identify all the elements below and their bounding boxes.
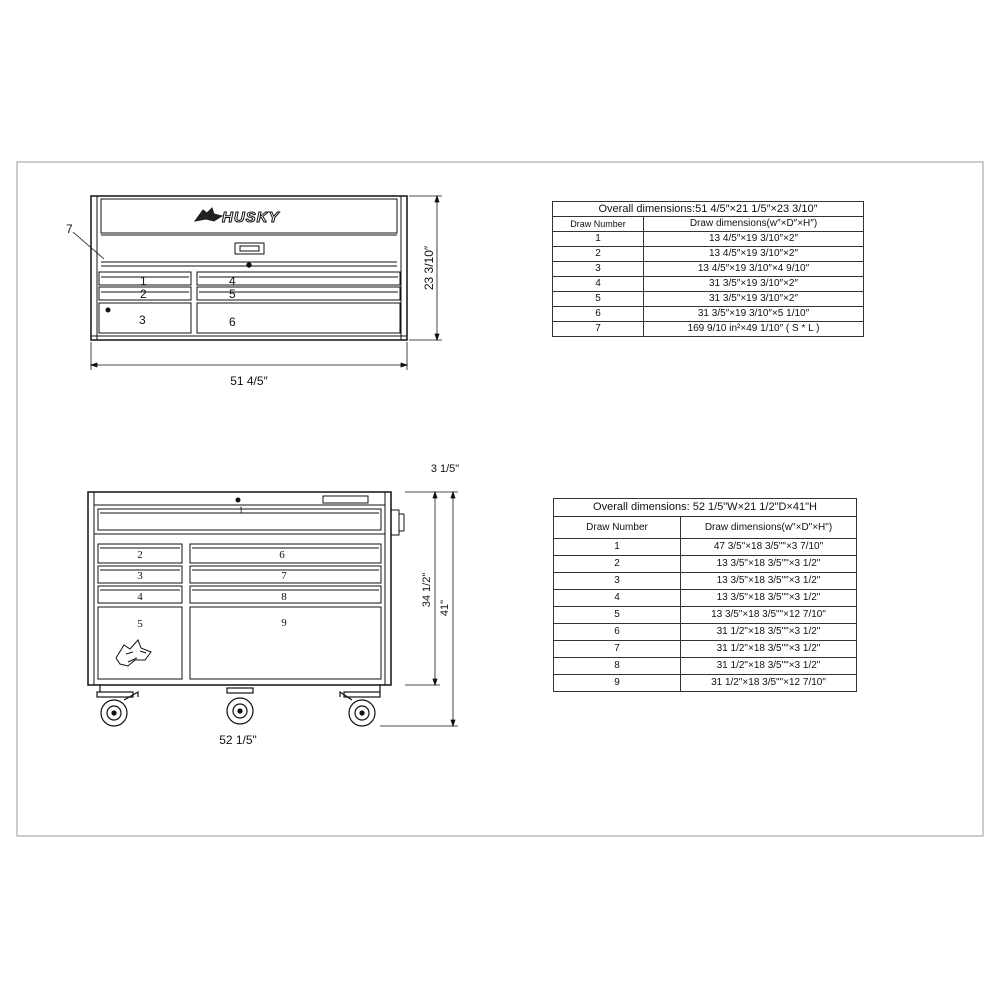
drawer-number-cell: 1 [553,232,644,247]
table-row [553,307,864,322]
drawer-dimension-cell: 31 1/2"×18 3/5""×3 1/2" [681,624,857,641]
drawer-number-cell: 6 [553,307,644,322]
top-drawer-3-lock-icon [106,308,110,312]
table-row [553,292,864,307]
drawer-dimension-cell: 13 4/5″×19 3/10″×2″ [644,247,864,262]
top-callout-1: 1 [140,274,147,288]
top-callout-7: 7 [66,222,73,236]
drawer-number-cell: 1 [554,539,681,556]
wolf-emblem-icon [116,640,151,666]
drawer-number-cell: 7 [553,322,644,337]
bottom-drawer-6 [190,544,381,563]
drawer-number-cell: 8 [554,658,681,675]
drawer-dimension-cell: 13 3/5"×18 3/5""×12 7/10" [681,607,857,624]
table-row [553,277,864,292]
bottom-table-header-dimensions: Draw dimensions(w"×D"×H") [681,517,857,539]
bottom-callout-8: 8 [281,591,287,603]
top-table-header-dimensions: Draw dimensions(w″×D″×H″) [644,217,864,232]
top-chest-dimensions-table [552,201,864,337]
table-row [553,232,864,247]
bottom-callout-4: 4 [137,591,143,603]
bottom-callout-1: 1 [238,505,244,515]
drawer-number-cell: 2 [554,556,681,573]
bottom-width-label: 52 1/5" [219,733,257,747]
bottom-cabinet-drawing [88,492,404,685]
drawer-dimension-cell: 47 3/5"×18 3/5""×3 7/10" [681,539,857,556]
top-callout-4: 4 [229,274,236,288]
table-row [553,322,864,337]
drawer-number-cell: 3 [554,573,681,590]
husky-logo [195,208,281,226]
top-table-title: Overall dimensions:51 4/5″×21 1/5″×23 3/10″ [553,202,864,217]
bottom-callout-7: 7 [281,570,287,582]
bottom-badge [323,496,368,503]
drawer-number-cell: 6 [554,624,681,641]
table-row [554,539,857,556]
drawer-dimension-cell: 31 1/2"×18 3/5""×12 7/10" [681,675,857,692]
top-chest-latch [235,243,264,254]
body-height-label: 34 1/2" [421,572,433,608]
top-width-label: 51 4/5″ [230,374,268,388]
bottom-table-header-number: Draw Number [554,517,681,539]
table-row [553,262,864,277]
table-row [554,556,857,573]
bottom-cabinet-dimensions-table [553,498,857,692]
table-row [554,641,857,658]
total-height-label: 41" [439,599,451,617]
table-row [554,675,857,692]
top-drawer-6 [197,303,400,333]
bottom-callout-5: 5 [137,618,143,630]
drawer-dimension-cell: 31 3/5″×19 3/10″×2″ [644,277,864,292]
drawer-number-cell: 5 [553,292,644,307]
bottom-callout-9: 9 [281,617,287,629]
drawer-dimension-cell: 13 3/5"×18 3/5""×3 1/2" [681,590,857,607]
top-table-header-number: Draw Number [553,217,644,232]
drawer-dimension-cell: 169 9/10 in²×49 1/10″ ( S * L ) [644,322,864,337]
handle-depth-label: 3 1/5" [430,463,460,475]
drawer-number-cell: 9 [554,675,681,692]
bottom-callout-3: 3 [137,570,143,582]
husky-brand-text: HUSKY [222,209,280,226]
top-callout-5: 5 [229,287,236,301]
callout-7-leader [73,232,104,259]
drawer-number-cell: 2 [553,247,644,262]
drawer-dimension-cell: 31 3/5″×19 3/10″×2″ [644,292,864,307]
top-callout-2: 2 [140,287,147,301]
top-callout-6: 6 [229,315,236,329]
table-row [554,573,857,590]
caster-middle [227,688,253,724]
caster-right [340,685,380,726]
drawer-dimension-cell: 13 3/5"×18 3/5""×3 1/2" [681,573,857,590]
table-row [554,624,857,641]
drawer-dimension-cell: 31 1/2"×18 3/5""×3 1/2" [681,641,857,658]
drawer-number-cell: 4 [554,590,681,607]
bottom-cabinet-body [88,492,391,685]
bottom-callout-6: 6 [279,549,285,561]
top-chest-lock-icon [247,263,251,267]
table-row [554,658,857,675]
table-row [554,590,857,607]
top-callout-3: 3 [139,313,146,327]
bottom-lock-icon [236,498,240,502]
drawer-number-cell: 4 [553,277,644,292]
top-drawer-5 [197,287,400,300]
drawer-number-cell: 3 [553,262,644,277]
drawer-dimension-cell: 31 3/5″×19 3/10″×5 1/10″ [644,307,864,322]
table-row [553,247,864,262]
drawer-dimension-cell: 31 1/2"×18 3/5""×3 1/2" [681,658,857,675]
drawer-dimension-cell: 13 3/5"×18 3/5""×3 1/2" [681,556,857,573]
table-row [554,607,857,624]
caster-left [97,685,138,726]
top-drawer-4 [197,272,400,285]
wolf-head-icon [195,208,222,221]
side-handle [391,510,399,535]
drawer-dimension-cell: 13 4/5″×19 3/10″×2″ [644,232,864,247]
bottom-table-title: Overall dimensions: 52 1/5"W×21 1/2"D×41"H [554,499,857,517]
drawer-number-cell: 7 [554,641,681,658]
top-width-dimension [91,342,407,370]
bottom-callout-2: 2 [137,549,143,561]
drawer-dimension-cell: 13 4/5″×19 3/10″×4 9/10″ [644,262,864,277]
top-height-label: 23 3/10″ [422,245,436,291]
drawer-number-cell: 5 [554,607,681,624]
